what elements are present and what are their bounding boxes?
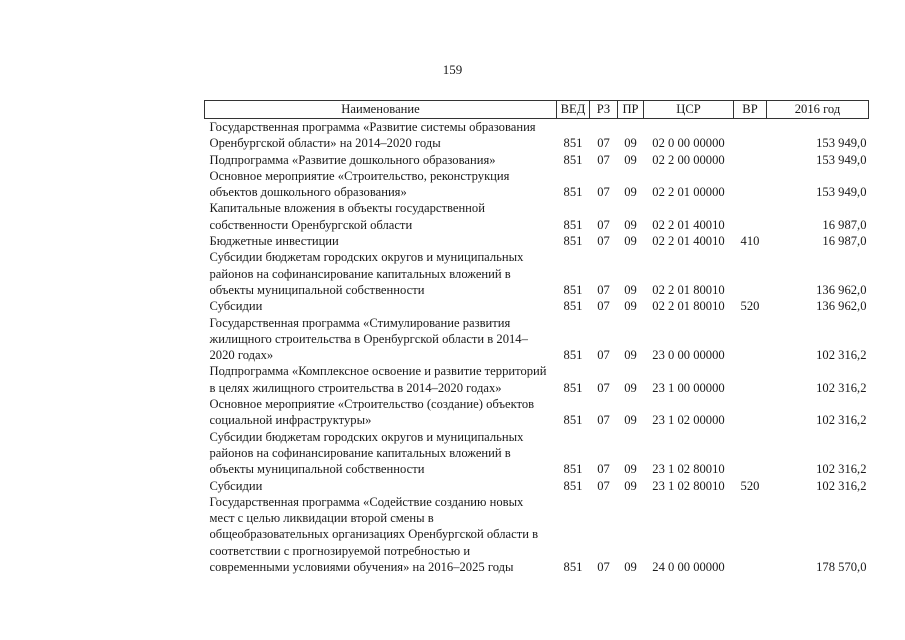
cell-pr: 09 — [624, 217, 637, 232]
table-row — [205, 200, 869, 233]
row-name — [205, 396, 557, 429]
cell-csr: 02 2 01 40010 — [652, 217, 725, 232]
row-name-line: в целях жилищного строительства в 2014–2020 годах» — [209, 380, 502, 395]
cell-csr: 23 1 02 80010 — [652, 478, 725, 493]
cell-csr: 24 0 00 00000 — [652, 560, 725, 575]
cell-vr — [734, 429, 767, 478]
cell-csr: 23 1 02 80010 — [652, 462, 725, 477]
row-name-line: мест с целью ликвидации второй смены в — [209, 511, 434, 526]
row-name-line: Оренбургской области» на 2014–2020 годы — [209, 136, 441, 151]
cell-vr — [734, 152, 767, 168]
cell-vr — [734, 315, 767, 364]
cell-sum: 16 987,0 — [822, 234, 867, 249]
cell-vr — [734, 494, 767, 575]
table-row — [205, 396, 869, 429]
cell-rz: 07 — [597, 478, 610, 493]
table-row — [205, 119, 869, 152]
cell-rz: 07 — [597, 299, 610, 314]
cell-csr: 02 2 01 80010 — [652, 282, 725, 297]
row-name-line: соответствии с прогнозируемой потребностью и — [209, 543, 471, 558]
cell-pr: 09 — [624, 282, 637, 297]
cell-pr: 09 — [624, 185, 637, 200]
cell-pr: 09 — [624, 462, 637, 477]
row-name-line: Государственная программа «Развитие системы образования — [209, 120, 536, 134]
table-row — [205, 298, 869, 314]
row-name-line: общеобразовательных организациях Оренбургской области в — [209, 527, 539, 542]
cell-ved: 851 — [563, 282, 583, 297]
cell-rz: 07 — [597, 560, 610, 575]
row-name-line: районов на софинансирование капитальных вложений в — [209, 445, 511, 460]
cell-sum: 16 987,0 — [822, 217, 867, 232]
row-name-line: Бюджетные инвестиции — [209, 234, 339, 249]
row-name — [205, 152, 557, 168]
table-row — [205, 249, 869, 298]
cell-sum: 136 962,0 — [816, 299, 867, 314]
cell-pr: 09 — [624, 348, 637, 363]
cell-ved: 851 — [563, 462, 583, 477]
cell-pr: 09 — [624, 152, 637, 167]
row-name-line: объекты муниципальной собственности — [209, 462, 425, 477]
row-name — [205, 168, 557, 201]
row-name-line: собственности Оренбургской области — [209, 217, 413, 232]
cell-ved: 851 — [563, 413, 583, 428]
table-row — [205, 494, 869, 575]
cell-csr: 02 2 01 80010 — [652, 299, 725, 314]
header-vr: ВР — [734, 101, 767, 119]
row-name-line: Основное мероприятие «Строительство (создание) объектов — [209, 397, 535, 412]
cell-pr: 09 — [624, 478, 637, 493]
row-name — [205, 233, 557, 249]
row-name-line: Капитальные вложения в объекты государственной — [209, 201, 485, 216]
row-name — [205, 200, 557, 233]
cell-rz: 07 — [597, 282, 610, 297]
cell-ved: 851 — [563, 185, 583, 200]
header-pr: ПР — [618, 101, 644, 119]
cell-pr: 09 — [624, 234, 637, 249]
cell-vr — [734, 396, 767, 429]
cell-sum: 178 570,0 — [816, 560, 867, 575]
cell-vr: 410 — [740, 234, 760, 249]
row-name — [205, 494, 557, 575]
table-row — [205, 363, 869, 396]
table-body — [205, 119, 869, 576]
table-row — [205, 478, 869, 494]
cell-pr: 09 — [624, 560, 637, 575]
cell-csr: 23 1 00 00000 — [652, 380, 725, 395]
cell-rz: 07 — [597, 380, 610, 395]
cell-ved: 851 — [563, 478, 583, 493]
row-name-line: Субсидии — [209, 478, 263, 493]
cell-ved: 851 — [563, 217, 583, 232]
cell-pr: 09 — [624, 413, 637, 428]
cell-rz: 07 — [597, 152, 610, 167]
header-csr: ЦСР — [644, 101, 734, 119]
cell-rz: 07 — [597, 348, 610, 363]
row-name-line: Субсидии — [209, 299, 263, 314]
cell-sum: 153 949,0 — [816, 136, 867, 151]
cell-vr — [734, 249, 767, 298]
page-number: 159 — [442, 62, 463, 77]
budget-table — [204, 100, 869, 575]
cell-rz: 07 — [597, 185, 610, 200]
row-name-line: Субсидии бюджетам городских округов и муниципальных — [209, 250, 524, 265]
cell-sum: 136 962,0 — [816, 282, 867, 297]
cell-sum: 102 316,2 — [816, 478, 867, 493]
cell-vr: 520 — [740, 478, 760, 493]
row-name-line: Подпрограмма «Комплексное освоение и развитие территорий — [209, 364, 547, 379]
cell-ved: 851 — [563, 234, 583, 249]
table-header-row — [205, 101, 869, 119]
cell-csr: 23 1 02 00000 — [652, 413, 725, 428]
cell-sum: 153 949,0 — [816, 185, 867, 200]
row-name — [205, 478, 557, 494]
row-name-line: жилищного строительства в Оренбургской области в 2014– — [209, 331, 528, 346]
header-year: 2016 год — [767, 101, 869, 119]
cell-rz: 07 — [597, 413, 610, 428]
cell-sum: 102 316,2 — [816, 462, 867, 477]
cell-rz: 07 — [597, 217, 610, 232]
cell-ved: 851 — [563, 560, 583, 575]
table-row — [205, 152, 869, 168]
table-row — [205, 429, 869, 478]
cell-csr: 02 0 00 00000 — [652, 136, 725, 151]
cell-ved: 851 — [563, 136, 583, 151]
header-ved: ВЕД — [557, 101, 590, 119]
cell-vr — [734, 363, 767, 396]
cell-ved: 851 — [563, 152, 583, 167]
cell-pr: 09 — [624, 380, 637, 395]
cell-csr: 02 2 01 00000 — [652, 185, 725, 200]
table-row — [205, 168, 869, 201]
cell-rz: 07 — [597, 234, 610, 249]
cell-ved: 851 — [563, 299, 583, 314]
cell-sum: 102 316,2 — [816, 413, 867, 428]
cell-pr: 09 — [624, 136, 637, 151]
row-name-line: современными условиями обучения» на 2016–2025 годы — [209, 560, 514, 575]
row-name — [205, 119, 557, 152]
row-name-line: объектов дошкольного образования» — [209, 185, 407, 200]
cell-sum: 153 949,0 — [816, 152, 867, 167]
table-row — [205, 315, 869, 364]
cell-pr: 09 — [624, 299, 637, 314]
row-name-line: социальной инфраструктуры» — [209, 413, 372, 428]
cell-vr — [734, 119, 767, 152]
row-name-line: Подпрограмма «Развитие дошкольного образования» — [209, 152, 496, 167]
row-name — [205, 315, 557, 364]
row-name — [205, 298, 557, 314]
table-row — [205, 233, 869, 249]
row-name — [205, 249, 557, 298]
cell-csr: 02 2 01 40010 — [652, 234, 725, 249]
cell-sum: 102 316,2 — [816, 380, 867, 395]
row-name-line: Государственная программа «Стимулирование развития — [209, 315, 511, 330]
row-name — [205, 429, 557, 478]
cell-sum: 102 316,2 — [816, 348, 867, 363]
cell-ved: 851 — [563, 380, 583, 395]
cell-vr — [734, 168, 767, 201]
header-name: Наименование — [205, 101, 557, 119]
cell-csr: 02 2 00 00000 — [652, 152, 725, 167]
row-name-line: Основное мероприятие «Строительство, реконструкция — [209, 168, 510, 183]
row-name-line: Субсидии бюджетам городских округов и муниципальных — [209, 429, 524, 444]
cell-rz: 07 — [597, 462, 610, 477]
header-rz: РЗ — [590, 101, 618, 119]
cell-ved: 851 — [563, 348, 583, 363]
row-name-line: районов на софинансирование капитальных вложений в — [209, 266, 511, 281]
row-name-line: Государственная программа «Содействие созданию новых — [209, 494, 524, 509]
cell-rz: 07 — [597, 136, 610, 151]
row-name-line: 2020 годах» — [209, 348, 274, 363]
row-name — [205, 363, 557, 396]
cell-vr — [734, 200, 767, 233]
row-name-line: объекты муниципальной собственности — [209, 282, 425, 297]
cell-vr: 520 — [740, 299, 760, 314]
cell-csr: 23 0 00 00000 — [652, 348, 725, 363]
